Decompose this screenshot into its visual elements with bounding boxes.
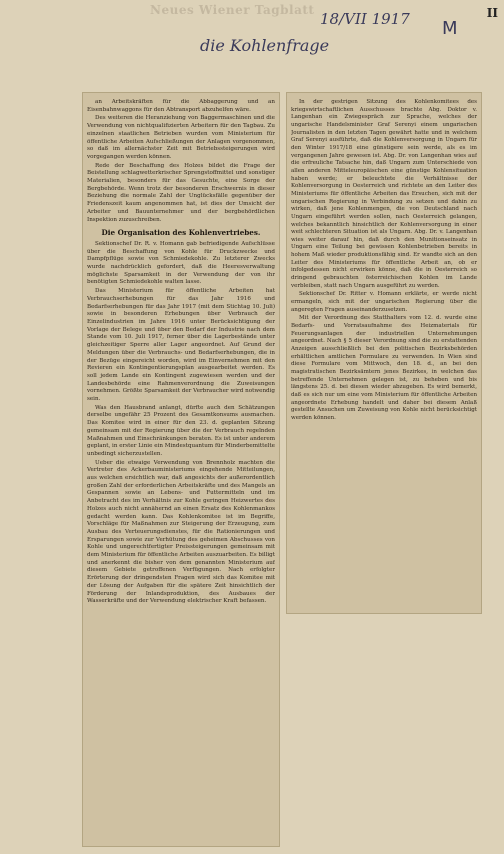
- clipping-left: [82, 92, 280, 847]
- page-number: II: [486, 6, 498, 20]
- left-paragraph: Was den Hausbrand anlangt, dürfte auch den Schätzungen derselbe ungefähr 25 Prozent des Gesamtkonsums ausmachen. Das Komitee wird in einer für den 23. d. geplanten Sitzung gemeinsam mit der Regierung über die der Verbrauch regelnden Maßnahmen und Einschränkungen beraten. Es ist unter anderem geplant, in erster Linie ein Mindestquantum für Minderbemittelte unbedingt sicherzustellen.: [87, 404, 275, 457]
- right-column-text: [291, 99, 477, 609]
- left-paragraph: Sektionschef Dr. R. v. Homann gab befriedigende Aufschlüsse über die Beschaffung von Kohle für Druckzwecke und Dampfpflüge sowie von Schmiedekohle. Zu letzterer Zwecks wurde nachdrücklich gefordert, daß die Heeresverwaltung möglichste Sparsamkeit in der Verwendung der von ihr benötigten Schmiedekohle walten lasse.: [87, 240, 275, 286]
- handwritten-date: 18/VII 1917: [320, 10, 410, 28]
- left-paragraph: Ueber die etwaige Verwendung von Brennholz machten die Vertreter des Ackerbauministeriums eingehende Mitteilungen, aus welchen ersichtlich war, daß angesichts der außerordentlich großen Zahl der erforderlichen Arbeitskräfte und des Mangels an Gespannen sowie an Lebens- und Futtermitteln und im Anbetracht des im Verhältnis zur Kohle geringen Heizwertes des Holzes auch nicht annähernd an einen Ersatz des Kohlenmankos gedacht werden kann. Das Kohlenkomitee ist im Begriffe, Vorschläge für Maßnahmen zur Steigerung der Erzeugung, zum Ausbau des Verteuerungsdienstes, für die Rationierungen und Ersparungen sowie zur Verhütung des geheimen Abschusses von Kohle und ungerechtfertigter Preissteigerungen gemeinsam mit dem Ministerium für öffentliche Arbeiten auszuarbeiten. Es billigt und anerkennt die bisher von dem genannten Ministerium auf diesem Gebiete getroffenen Verfügungen. Nach erfolgter Erörterung der dringendsten Fragen wird sich das Komitee mit der Lösung der Aufgaben für die spätere Zeit hinsichtlich der Förderung der Inlandsproduktion, des Ausbaues der Wasserkräfte und der Verwendung elektrischer Kraft befassen.: [87, 459, 275, 605]
- right-paragraph: Mit der Verordnung des Statthalters vom 12. d. wurde eine Bedarfs- und Vorratsaufnahme des Heizmaterials für Feuerungsanlagen der industriellen Unternehmungen angeordnet. Nach § 5 dieser Verordnung sind die zu erstattenden Anzeigen ausschließlich bei den politischen Bezirksbehörden erhältlichen amtlichen Formulare zu verwenden. In Wien sind diese Formulare vom Mittwoch, den 18. d., an bei den magistratischen Bezirksämtern jenes Bezirkes, in welchen das betreffende Unternehmen gelegen ist, zu beheben und bis längstens 25. d. bei diesen wieder abzugeben. Es wird bemerkt, daß es sich nur um eine vom Ministerium für öffentliche Arbeiten angeordnete Erhebung handelt und daher bei diesem Anlaß gestellte Ansuchen um Zuweisung von Kohle nicht berücksichtigt werden können.: [291, 315, 477, 421]
- handwritten-title: die Kohlenfrage: [200, 36, 330, 55]
- left-paragraph: Rede der Beschaffung des Holzes bildet die Frage der Beistellung schlagwetterkrischer Sprengstoffmittel und sonstiger Materialien, besonders für das Gesuchte, eine Sorge der Bergbehörde. Wenn trotz der besonderen Erschwernis in dieser Beziehung die normale Zahl der Unglücksfälle gegenüber der Friedenszeit kaum angenommen hat, ist dies der Umsicht der Arbeiter und Bauunternehmer und der bergbehördlichen Inspektion zuzuschreiben.: [87, 162, 275, 223]
- newspaper-masthead: Neues Wiener Tagblatt: [150, 3, 315, 17]
- right-paragraph: In der gestrigen Sitzung des Kohlenkomitees des kriegswirtschaftlichen Ausschusses brachte Abg. Doktor v. Langenhan ein Zwiegespräch zur Sprache, welches der ungarische Handelsminister Graf Serenyi einem ungarischen Journalisten in den letzten Tagen gewährt hatte und in welchem Graf Serenyi ausführte, daß die Kohlenversorgung in Ungarn für den Winter 1917/18 eine günstigere sein werde, als es im vergangenen Jahre gewesen ist. Abg. Dr. von Langenhan wies auf die erfreuliche Tatsache hin, daß Ungarn zum Unterschiede von allen anderen Mitteleuropäischen eine günstige Kohlensituation haben werde; er beleuchtete die Verhältnisse der Kohlenversorgung in Oesterreich und richtete an den Leiter des Ministeriums für öffentliche Arbeiten das Ersuchen, sich mit der ungarischen Regierung in Verbindung zu setzen und dahin zu wirken, daß jene Kohlenmengen, die von Deutschland nach Ungarn eingeführt werden sollen, nach Oesterreich gelangen, welches bekanntlich hinsichtlich der Kohlenversorgung in einer weit schlechteren Situation ist als Ungarn. Abg. Dr. v. Langenhan wies weiter darauf hin, daß durch den Munitionseinsatz in Ungarn eine Teilung bei gewissen Kohlenbetrieben bereits in hohem Maß wieder produktionsfähig sind. Er wandte sich an den Leiter des Ministeriums für öffentliche Arbeit an, ob er infolgedessen nicht erwirken könne, daß die in Oesterreich so dringend gebrauchten österreichischen Kohlen im Lande verbleiben, statt nach Ungarn ausgeführt zu werden.: [291, 99, 477, 289]
- clipping-right: [286, 92, 482, 614]
- left-paragraph: Das Ministerium für öffentliche Arbeiten hat Verbrauchserhebungen für das Jahr 1916 und Bedarfserhebungen für das Jahr 1917 (mit dem Stichtag 10. Juli) sowie in besonderen Erhebungen über Verbrauch der Einzelindustrien im Jahre 1916 unter Berücksichtigung der Vorlage der Belege und über den Bedarf der Industrie nach dem Stande vom 10. Juli 1917, ferner über die Lagerbestände unter gleichzeitiger Sperre aller Lager angeordnet. Auf Grund der Meldungen über die Verbrauchs- und Bedarfserhebungen, die in der Bezüge eingereicht worden, wird im Einvernehmen mit den Revieren ein Kontingentierungsplan ausgearbeitet werden. Es soll jedem Lande ein Kontingent zugewiesen werden und der Landesbehörde eine Rahmenverordnung die Zuweisungen vornehmen. Größte Sparsamkeit der Verbraucher wird notwendig sein.: [87, 288, 275, 403]
- left-paragraph: Des weiteren die Heranziehung von Baggermaschinen und die Verwendung von nichtqualifizierten Arbeitern für den Tagbau. Zu einzelnen staatlichen Betrieben wurden vom Ministerium für öffentliche Arbeiten Aufschließungen der Anlagen vorgenommen, so daß im allernächster Zeit mit Betriebssteigerungen wird vorgegangen werden können.: [87, 115, 275, 160]
- right-paragraph: Sektionschef Dr. Ritter v. Homann erklärte, er werde nicht ermangeln, sich mit der ungarischen Regierung über die angeregten Fragen auseinanderzusetzen.: [291, 291, 477, 313]
- pencil-mark: M: [442, 18, 458, 39]
- left-paragraph: an Arbeitskräften für die Abbaggerung und an Eisenbahnwaggons für den Abtransport abzuhelfen wäre.: [87, 99, 275, 113]
- left-column-text: [87, 99, 275, 842]
- section-heading: Die Organisation des Kohlenvertriebes.: [101, 228, 261, 238]
